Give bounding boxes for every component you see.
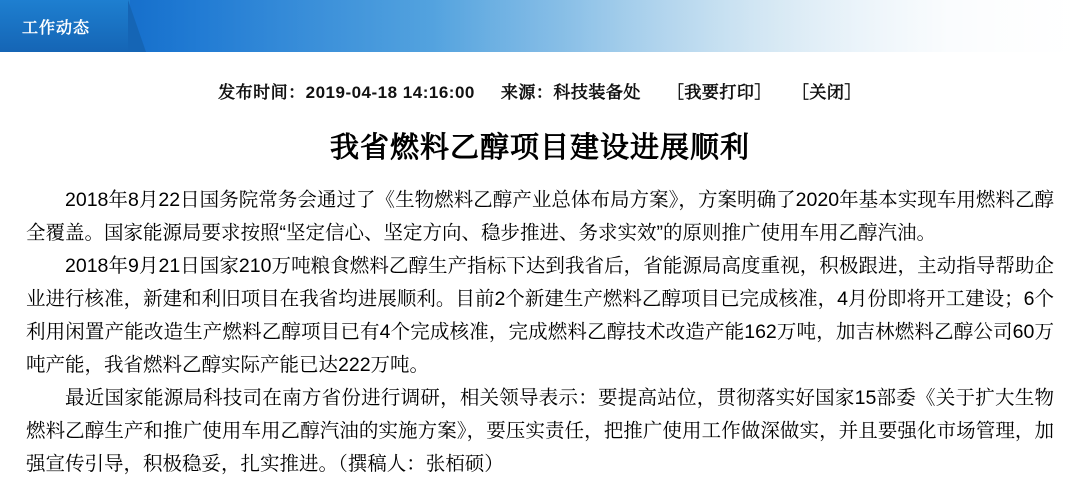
print-button[interactable]: ［我要打印］: [666, 83, 772, 102]
article-meta: [26, 78, 1054, 103]
close-button[interactable]: ［关闭］: [791, 83, 862, 102]
article-paragraph: 最近国家能源局科技司在南方省份进行调研，相关领导表示：要提高站位，贯彻落实好国家15部委《关于扩大生物燃料乙醇生产和推广使用车用乙醇汽油的实施方案》，要压实责任，把推广使用工作做深做实，并且要强化市场管理，加强宣传引导，积极稳妥，扎实推进。（撰稿人：张栢硕）: [26, 387, 1054, 475]
publish-time-label: 发布时间：: [218, 83, 306, 102]
banner-tab-work-updates[interactable]: [0, 0, 130, 52]
article-content: [0, 78, 1080, 481]
article-paragraph: 2018年8月22日国务院常务会通过了《生物燃料乙醇产业总体布局方案》，方案明确了2020年基本实现车用燃料乙醇全覆盖。国家能源局要求按照“坚定信心、坚定方向、稳步推进、务求实效”的原则推广使用车用乙醇汽油。: [26, 189, 1054, 244]
header-banner: [0, 0, 1080, 52]
banner-tab-label: 工作动态: [22, 19, 91, 37]
source-value: 科技装备处: [553, 83, 641, 102]
page-title: 我省燃料乙醇项目建设进展顺利: [329, 132, 750, 164]
source-label: 来源：: [500, 83, 554, 102]
article-body: [26, 184, 1054, 481]
article-paragraph: 2018年9月21日国家210万吨粮食燃料乙醇生产指标下达到我省后，省能源局高度重视，积极跟进，主动指导帮助企业进行核准，新建和利旧项目在我省均进展顺利。目前2个新建生产燃料乙醇项目已完成核准，4月份即将开工建设；6个利用闲置产能改造生产燃料乙醇项目已有4个完成核准，完成燃料乙醇技术改造产能162万吨，加吉林燃料乙醇公司60万吨产能，我省燃料乙醇实际产能已达222万吨。: [26, 255, 1054, 376]
banner-sheen-decoration: [140, 0, 1080, 52]
publish-time-value: 2019-04-18 14:16:00: [305, 83, 475, 102]
